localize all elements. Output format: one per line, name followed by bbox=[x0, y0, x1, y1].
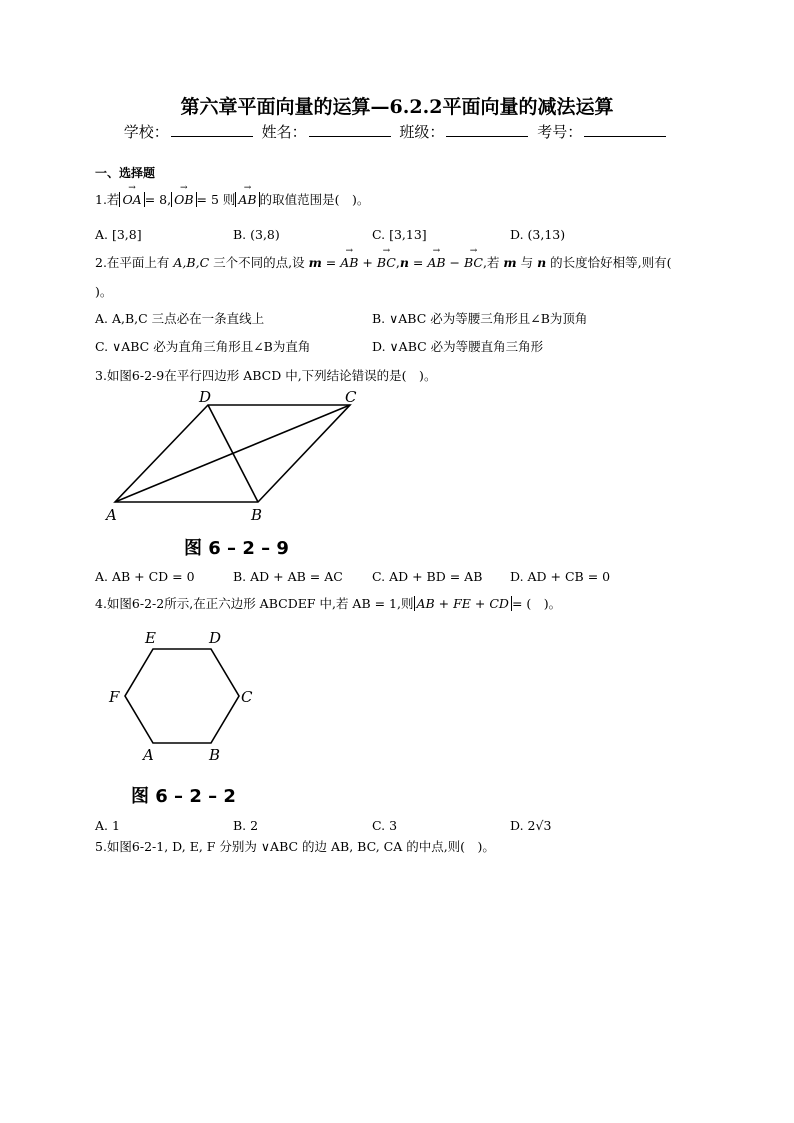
question-4 bbox=[95, 594, 561, 612]
q1-option-b[interactable]: B. (3,8) bbox=[233, 227, 280, 242]
label-b: B bbox=[251, 506, 263, 524]
q1-abs-ob bbox=[171, 192, 196, 207]
question-5: 5.如图6-2-1, D, E, F 分别为 ∨ABC 的边 AB, BC, CA 的中点,则( )。 bbox=[95, 839, 495, 854]
vector-ab: → AB bbox=[238, 192, 256, 207]
q2-comma: , bbox=[395, 255, 400, 270]
class-label: 班级： bbox=[399, 123, 445, 141]
q2-line2: )。 bbox=[95, 284, 113, 299]
q1-number: 1.若 bbox=[95, 192, 120, 207]
q2-n2: n bbox=[537, 255, 547, 270]
class-blank[interactable] bbox=[446, 124, 528, 137]
q2-eq-n: = bbox=[408, 255, 428, 270]
vector-ob: → OB bbox=[174, 192, 193, 207]
figure-caption-622: 图 6 – 2 – 2 bbox=[131, 786, 236, 807]
school-blank[interactable] bbox=[171, 124, 253, 137]
q4-option-b[interactable]: B. 2 bbox=[233, 818, 259, 833]
q2-points: A,B,C bbox=[173, 255, 210, 270]
label-a: A bbox=[106, 506, 117, 524]
section-heading: 一、选择题 bbox=[95, 166, 156, 180]
q2-option-c[interactable]: C. ∨ABC 必为直角三角形且∠B为直角 bbox=[95, 339, 311, 354]
label-e: E bbox=[145, 629, 156, 647]
parallelogram-figure bbox=[95, 390, 375, 530]
label-f: F bbox=[109, 688, 120, 706]
label-a-hex: A bbox=[143, 746, 154, 764]
q3-option-b[interactable]: B. AD + AB = AC bbox=[233, 569, 343, 584]
q4-option-c[interactable]: C. 3 bbox=[372, 818, 398, 833]
q4-text-b: = ( )。 bbox=[511, 596, 562, 611]
q2-plus: + bbox=[358, 255, 377, 270]
q2-vector-ab: → AB bbox=[340, 255, 358, 270]
vector-oa: → OA bbox=[122, 192, 141, 207]
name-label: 姓名： bbox=[261, 123, 307, 141]
q1-tail: 的取值范围是( )。 bbox=[259, 192, 370, 207]
name-blank[interactable] bbox=[309, 124, 391, 137]
label-c-hex: C bbox=[241, 688, 253, 706]
q2-text-a: 2.在平面上有 bbox=[95, 255, 174, 270]
q2-vector-bc2: → BC bbox=[464, 255, 483, 270]
q2-m2: m bbox=[503, 255, 517, 270]
q4-option-a[interactable]: A. 1 bbox=[95, 818, 120, 833]
page-title: 第六章平面向量的运算—6.2.2平面向量的减法运算 bbox=[180, 96, 614, 118]
q2-vector-ab2: → AB bbox=[427, 255, 445, 270]
q2-and: 与 bbox=[516, 255, 538, 270]
id-blank[interactable] bbox=[584, 124, 666, 137]
question-2 bbox=[95, 253, 672, 271]
q1-eq2: = 5 则 bbox=[196, 192, 236, 207]
label-c: C bbox=[345, 390, 357, 406]
q1-option-d[interactable]: D. (3,13) bbox=[510, 227, 566, 242]
q2-m: m bbox=[308, 255, 322, 270]
q2-text-b: 三个不同的点,设 bbox=[209, 255, 309, 270]
q2-text-d: 的长度恰好相等,则有( bbox=[546, 255, 672, 270]
q2-option-a[interactable]: A. A,B,C 三点必在一条直线上 bbox=[95, 311, 265, 326]
label-d: D bbox=[199, 390, 212, 406]
q1-abs-oa bbox=[119, 192, 144, 207]
school-label: 学校： bbox=[123, 123, 169, 141]
label-b-hex: B bbox=[209, 746, 221, 764]
q2-eq-m: = bbox=[321, 255, 341, 270]
figure-caption-629: 图 6 – 2 – 9 bbox=[184, 538, 289, 559]
q1-abs-ab bbox=[235, 192, 259, 207]
q3-option-d[interactable]: D. AD + CB = 0 bbox=[510, 569, 611, 584]
student-info-line bbox=[0, 121, 794, 142]
q3-option-a[interactable]: A. AB + CD = 0 bbox=[95, 569, 195, 584]
id-label: 考号： bbox=[537, 123, 583, 141]
hexagon-figure bbox=[105, 625, 275, 765]
q1-eq1: = 8, bbox=[144, 192, 172, 207]
q4-abs-expr bbox=[414, 596, 512, 611]
q3-option-c[interactable]: C. AD + BD = AB bbox=[372, 569, 483, 584]
q2-option-b[interactable]: B. ∨ABC 必为等腰三角形且∠B为顶角 bbox=[372, 311, 588, 326]
label-d-hex: D bbox=[209, 629, 222, 647]
q1-option-a[interactable]: A. [3,8] bbox=[95, 227, 142, 242]
q2-option-d[interactable]: D. ∨ABC 必为等腰直角三角形 bbox=[372, 339, 544, 354]
q2-vector-bc: → BC bbox=[377, 255, 396, 270]
question-1 bbox=[95, 190, 369, 208]
q1-option-c[interactable]: C. [3,13] bbox=[372, 227, 427, 242]
q2-minus: − bbox=[445, 255, 464, 270]
question-3: 3.如图6-2-9在平行四边形 ABCD 中,下列结论错误的是( )。 bbox=[95, 368, 437, 383]
hexagon-outline bbox=[125, 649, 239, 743]
diagonal-bd bbox=[208, 405, 258, 502]
q4-option-d[interactable]: D. 2√3 bbox=[510, 818, 552, 833]
q4-expression: AB + FE + CD bbox=[416, 596, 509, 611]
q2-n: n bbox=[399, 255, 409, 270]
q4-text-a: 4.如图6-2-2所示,在正六边形 ABCDEF 中,若 AB = 1,则 bbox=[95, 596, 414, 611]
q2-text-c: ,若 bbox=[482, 255, 504, 270]
